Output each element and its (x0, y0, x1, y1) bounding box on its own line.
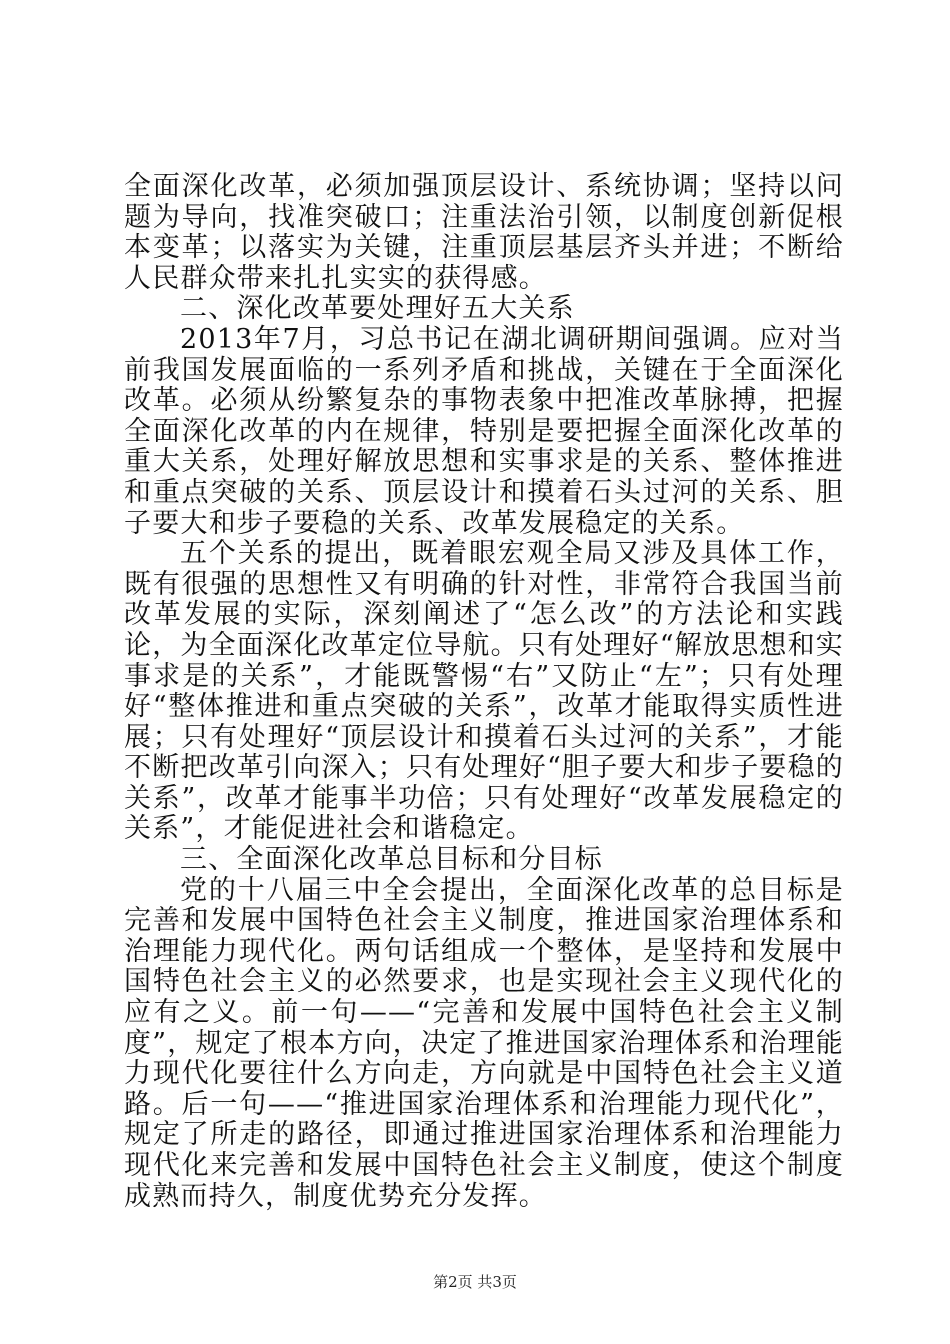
section-heading-three: 三、全面深化改革总目标和分目标 (180, 844, 603, 876)
paragraph-overall-goal: 党的十八届三中全会提出，全面深化改革的总目标是完善和发展中国特色社会主义制度，推进国家治理体系和治理能力现代化。两句话组成一个整体，是坚持和发展中国特色社会主义的必然要求，也是实现社会主义现代化的应有之义。前一句——“完善和发展中国特色社会主义制度”，规定了根本方向，决定了推进国家治理体系和治理能力现代化要往什么方向走，方向就是中国特色社会主义道路。后一句——“推进国家治理体系和治理能力现代化”，规定了所走的路径，即通过推进国家治理体系和治理能力现代化来完善和发展中国特色社会主义制度，使这个制度成熟而持久，制度优势充分发挥。 (124, 874, 845, 1212)
paragraph-intro-continuation: 全面深化改革，必须加强顶层设计、系统协调；坚持以问题为导向，找准突破口；注重法治引领，以制度创新促根本变革；以落实为关键，注重顶层基层齐头并进；不断给人民群众带来扎扎实实的获得感。 (124, 171, 844, 294)
page-number-footer: 第2页 共3页 (433, 1273, 517, 1291)
section-heading-two: 二、深化改革要处理好五大关系 (180, 293, 575, 325)
document-body (124, 172, 844, 1212)
paragraph-five-relations: 五个关系的提出，既着眼宏观全局又涉及具体工作，既有很强的思想性又有明确的针对性，非常符合我国当前改革发展的实际，深刻阐述了“怎么改”的方法论和实践论，为全面深化改革定位导航。只有处理好“解放思想和实事求是的关系”，才能既警惕“右”又防止“左”；只有处理好“整体推进和重点突破的关系”，改革才能取得实质性进展；只有处理好“顶层设计和摸着石头过河的关系”，才能不断把改革引向深入；只有处理好“胆子要大和步子要稳的关系”，改革才能事半功倍；只有处理好“改革发展稳定的关系”，才能促进社会和谐稳定。 (124, 538, 845, 845)
paragraph-2013-inspection: 2013年7月，习总书记在湖北调研期间强调。应对当前我国发展面临的一系列矛盾和挑战，关键在于全面深化改革。必须从纷繁复杂的事物表象中把准改革脉搏，把握全面深化改革的内在规律，特别是要把握全面深化改革的重大关系，处理好解放思想和实事求是的关系、整体推进和重点突破的关系、顶层设计和摸着石头过河的关系、胆子要大和步子要稳的关系、改革发展稳定的关系。 (124, 323, 844, 539)
